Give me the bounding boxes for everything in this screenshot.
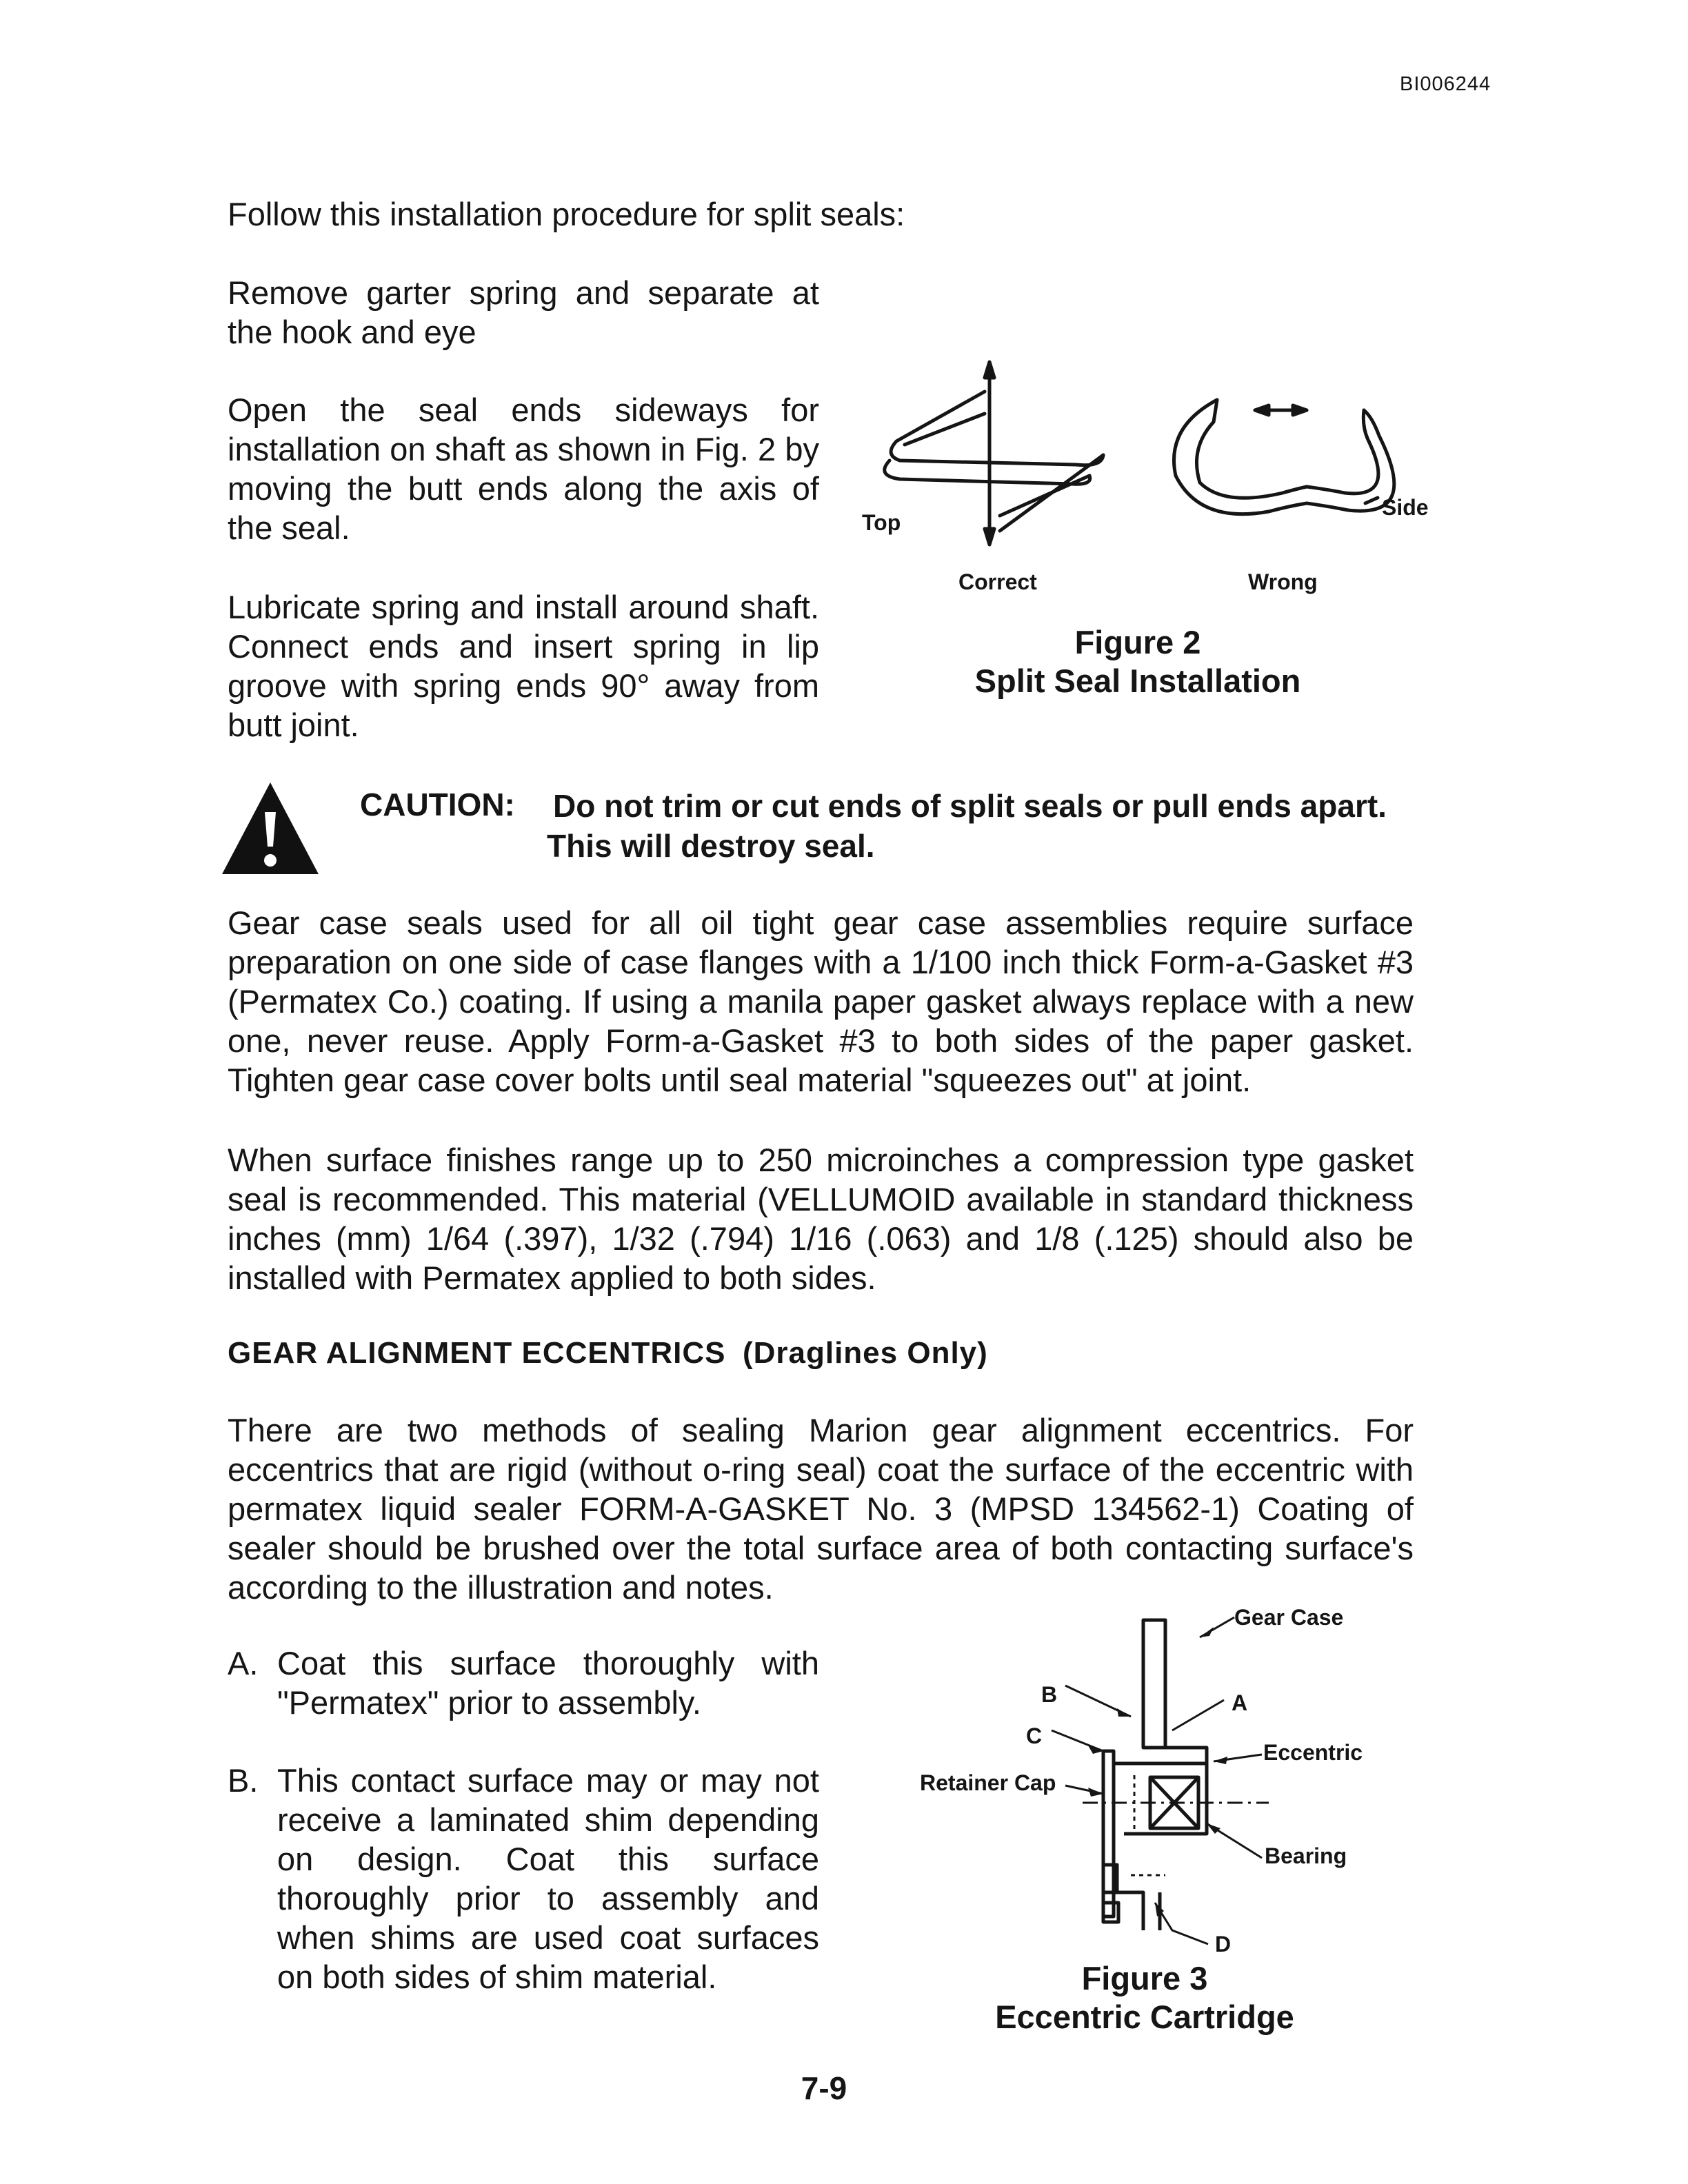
figure-3-c-label: C xyxy=(1026,1723,1043,1748)
figure-2-top-label: Top xyxy=(862,510,901,535)
step-1-text: Remove garter spring and separate at the hook and eye xyxy=(228,274,819,350)
section-heading-sub: (Draglines Only) xyxy=(742,1336,988,1370)
figure-3-gear-case-label: Gear Case xyxy=(1234,1605,1344,1630)
figure-3-d-label: D xyxy=(1215,1932,1232,1957)
surface-finish-paragraph: When surface finishes range up to 250 microinches a compression type gasket seal is recommended. This material (VELLUMOID available in standard thickness inches (mm) 1/64 (.397), 1/32 (.794) 1/16 (.063) and 1/8 (.125) should also be installed with Permatex applied to both sides. xyxy=(228,1142,1414,1296)
caution-line-2: This will destroy seal. xyxy=(547,828,875,864)
document-id: BI006244 xyxy=(1400,73,1491,95)
caution-line-1: Do not trim or cut ends of split seals or pull ends apart. xyxy=(553,788,1387,824)
section-heading-main: GEAR ALIGNMENT ECCENTRICS xyxy=(228,1336,726,1370)
intro-text: Follow this installation procedure for split seals: xyxy=(228,196,905,232)
figure-2-caption-number: Figure 2 xyxy=(1074,624,1201,660)
gear-case-paragraph: Gear case seals used for all oil tight gear case assemblies require surface preparation on one side of case flanges with a 1/100 inch thick Form-a-Gasket #3 (Permatex Co.) coating. If using a manila paper gasket always replace with a new one, never reuse. Apply Form-a-Gasket #3 to both sides of the paper gasket. Tighten gear case cover bolts until seal material "squeezes out" at joint. xyxy=(228,904,1414,1098)
step-2-text: Open the seal ends sideways for installation on shaft as shown in Fig. 2 by moving the butt ends along the axis of the seal. xyxy=(228,392,819,546)
eccentrics-paragraph: There are two methods of sealing Marion gear alignment eccentrics. For eccentrics that are rigid (without o-ring seal) coat the surface of the eccentric with permatex liquid sealer FORM-A-GASKET No. 3 (MPSD 134562-1) Coating of sealer should be brushed over the total surface area of both contacting surface's according to the illustration and notes. xyxy=(228,1412,1414,1606)
figure-2-correct-label: Correct xyxy=(958,569,1037,594)
page-number: 7-9 xyxy=(801,2070,847,2106)
figure-3-b-label: B xyxy=(1041,1682,1058,1707)
figure-3-caption-title: Eccentric Cartridge xyxy=(995,1999,1294,2035)
figure-3-caption-number: Figure 3 xyxy=(1081,1960,1208,1996)
figure-2-side-label: Side xyxy=(1382,495,1429,520)
figure-2-wrong-label: Wrong xyxy=(1248,569,1318,594)
figure-3-bearing-label: Bearing xyxy=(1265,1843,1347,1868)
note-a-text: Coat this surface thoroughly with "Permatex" prior to assembly. xyxy=(277,1645,819,1721)
figure-3-retainer-cap-label: Retainer Cap xyxy=(920,1770,1056,1795)
step-3-text: Lubricate spring and install around shaft. Connect ends and insert spring in lip groove with spring ends 90° away from butt joint. xyxy=(228,589,819,743)
caution-label: CAUTION: xyxy=(360,787,515,822)
note-b-marker: B. xyxy=(228,1762,259,1799)
note-b-text: This contact surface may or may not receive a laminated shim depending on design. Coat this surface thoroughly prior to assembly and when shims are used coat surfaces on both sides of shim material. xyxy=(277,1762,819,1995)
figure-3-eccentric-label: Eccentric xyxy=(1263,1740,1363,1765)
figure-3-a-label: A xyxy=(1232,1690,1248,1715)
note-a-marker: A. xyxy=(228,1645,259,1681)
figure-2-caption-title: Split Seal Installation xyxy=(974,663,1301,699)
